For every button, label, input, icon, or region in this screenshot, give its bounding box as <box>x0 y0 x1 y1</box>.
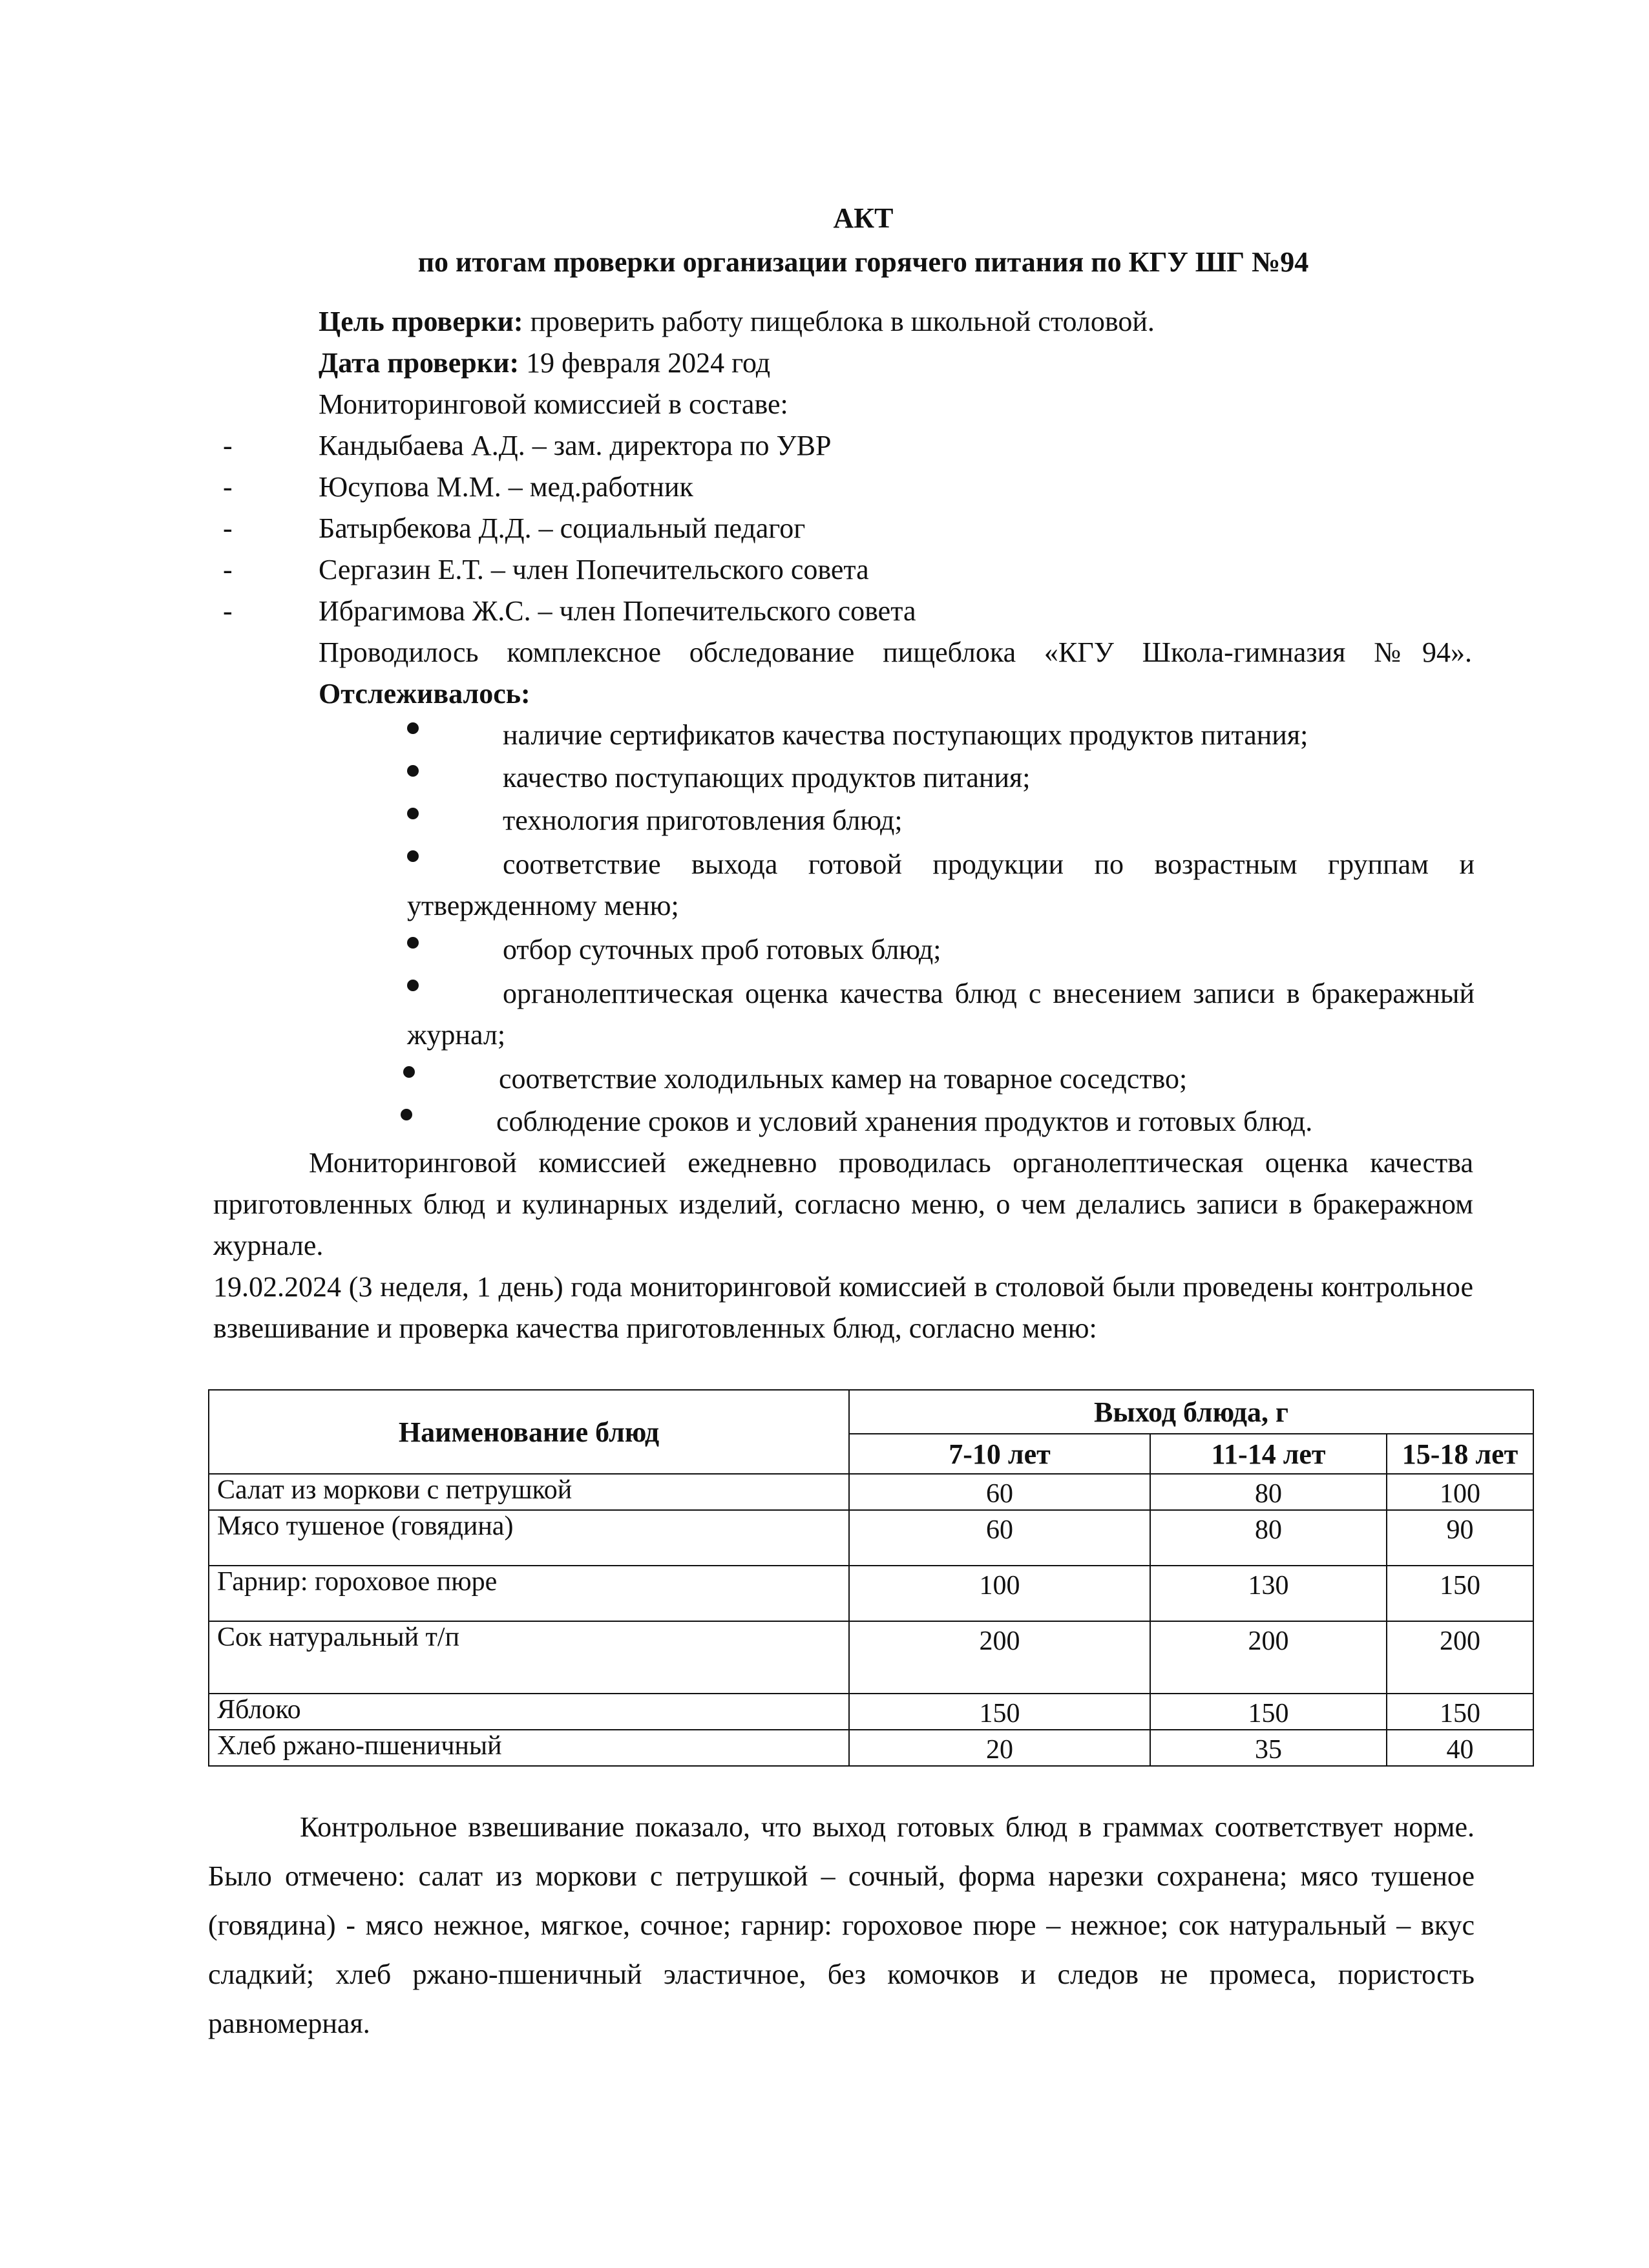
dish-value: 200 <box>849 1621 1150 1694</box>
member-item: Ибрагимова Ж.С. – член Попечительского совета <box>319 595 916 627</box>
commission-intro: Мониторинговой комиссией в составе: <box>319 388 788 420</box>
date-label: Дата проверки: <box>319 347 520 379</box>
monitored-label: Отслеживалось: <box>319 678 530 709</box>
col-header-age: 11-14 лет <box>1150 1434 1387 1474</box>
dish-value: 90 <box>1387 1510 1533 1566</box>
dish-value: 60 <box>849 1474 1150 1510</box>
goal-line <box>319 304 1155 340</box>
bullet-icon <box>407 808 419 819</box>
dish-value: 35 <box>1150 1730 1387 1766</box>
dish-value: 60 <box>849 1510 1150 1566</box>
dish-value: 200 <box>1150 1621 1387 1694</box>
dish-value: 150 <box>1387 1566 1533 1621</box>
paragraph-monitoring: Мониторинговой комиссией ежедневно проводилась органолептическая оценка качества приготовленных блюд и кулинарных изделий, согласно меню, о чем делались записи в бракеражном журнале. <box>213 1147 1473 1261</box>
dish-name: Салат из моркови с петрушкой <box>209 1474 849 1510</box>
table-row <box>209 1621 1533 1694</box>
member-dash: - <box>223 430 233 461</box>
dish-value: 130 <box>1150 1566 1387 1621</box>
col-header-age: 15-18 лет <box>1387 1434 1533 1474</box>
check-item: наличие сертификатов качества поступающих продуктов питания; <box>503 719 1308 751</box>
bullet-icon <box>407 765 419 777</box>
member-dash: - <box>223 471 233 503</box>
member-dash: - <box>223 554 233 585</box>
member-dash: - <box>223 512 233 544</box>
document-subtitle: по итогам проверки организации горячего питания по КГУ ШГ №94 <box>417 246 1309 278</box>
date-value: 19 февраля 2024 год <box>526 347 771 379</box>
bullet-icon <box>407 937 419 949</box>
dish-value: 40 <box>1387 1730 1533 1766</box>
bullet-icon <box>407 722 419 734</box>
dish-name: Гарнир: гороховое пюре <box>209 1566 849 1621</box>
paragraph-weighing: 19.02.2024 (3 неделя, 1 день) года мониторинговой комиссией в столовой были проведены контрольное взвешивание и проверка качества приготовленных блюд, согласно меню: <box>213 1271 1473 1344</box>
member-item: Батырбекова Д.Д. – социальный педагог <box>319 512 806 544</box>
dish-value: 150 <box>1387 1694 1533 1730</box>
dish-name: Хлеб ржано-пшеничный <box>209 1730 849 1766</box>
check-item: соответствие выхода готовой продукции по возрастным группам и утвержденному меню; <box>407 848 1475 921</box>
bullet-icon <box>403 1066 415 1078</box>
dish-value: 100 <box>849 1566 1150 1621</box>
member-item: Юсупова М.М. – мед.работник <box>319 471 693 503</box>
date-line <box>319 345 770 381</box>
check-item: технология приготовления блюд; <box>503 804 903 836</box>
survey-line: Проводилось комплексное обследование пищеблока «КГУ Школа-гимназия №94». <box>319 636 1472 668</box>
check-item: отбор суточных проб готовых блюд; <box>503 934 941 965</box>
table-row <box>209 1510 1533 1566</box>
bullet-icon <box>401 1109 412 1120</box>
col-header-dish-name: Наименование блюд <box>209 1390 849 1474</box>
table-row <box>209 1730 1533 1766</box>
table-row <box>209 1694 1533 1730</box>
goal-value: проверить работу пищеблока в школьной столовой. <box>530 306 1155 337</box>
dish-value: 150 <box>1150 1694 1387 1730</box>
dish-value: 200 <box>1387 1621 1533 1694</box>
check-item: соответствие холодильных камер на товарное соседство; <box>499 1063 1188 1095</box>
check-item: соблюдение сроков и условий хранения продуктов и готовых блюд. <box>496 1106 1313 1137</box>
dish-name: Яблоко <box>209 1694 849 1730</box>
check-item: органолептическая оценка качества блюд с внесением записи в бракеражный журнал; <box>407 978 1475 1051</box>
dish-name: Сок натуральный т/п <box>209 1621 849 1694</box>
member-item: Сергазин Е.Т. – член Попечительского совета <box>319 554 869 585</box>
menu-output-table <box>208 1389 1534 1767</box>
dish-value: 20 <box>849 1730 1150 1766</box>
table-row <box>209 1566 1533 1621</box>
member-dash: - <box>223 595 233 627</box>
goal-label: Цель проверки: <box>319 306 523 337</box>
dish-value: 80 <box>1150 1474 1387 1510</box>
col-header-output: Выход блюда, г <box>849 1390 1533 1434</box>
document-title: АКТ <box>833 202 894 234</box>
check-item: качество поступающих продуктов питания; <box>503 762 1031 793</box>
col-header-age: 7-10 лет <box>849 1434 1150 1474</box>
dish-value: 80 <box>1150 1510 1387 1566</box>
table-row <box>209 1474 1533 1510</box>
paragraph-conclusion: Контрольное взвешивание показало, что выход готовых блюд в граммах соответствует норме. Было отмечено: салат из моркови с петрушкой – сочный, форма нарезки сохранена; мясо тушеное (говядина) - мясо нежное, мягкое, сочное; гарнир: гороховое пюре – нежное; сок натуральный – вкус сладкий; хлеб ржано-пшеничный эластичное, без комочков и следов не промеса, пористость равномерная. <box>208 1811 1475 2039</box>
dish-value: 100 <box>1387 1474 1533 1510</box>
dish-value: 150 <box>849 1694 1150 1730</box>
member-item: Кандыбаева А.Д. – зам. директора по УВР <box>319 430 832 461</box>
dish-name: Мясо тушеное (говядина) <box>209 1510 849 1566</box>
